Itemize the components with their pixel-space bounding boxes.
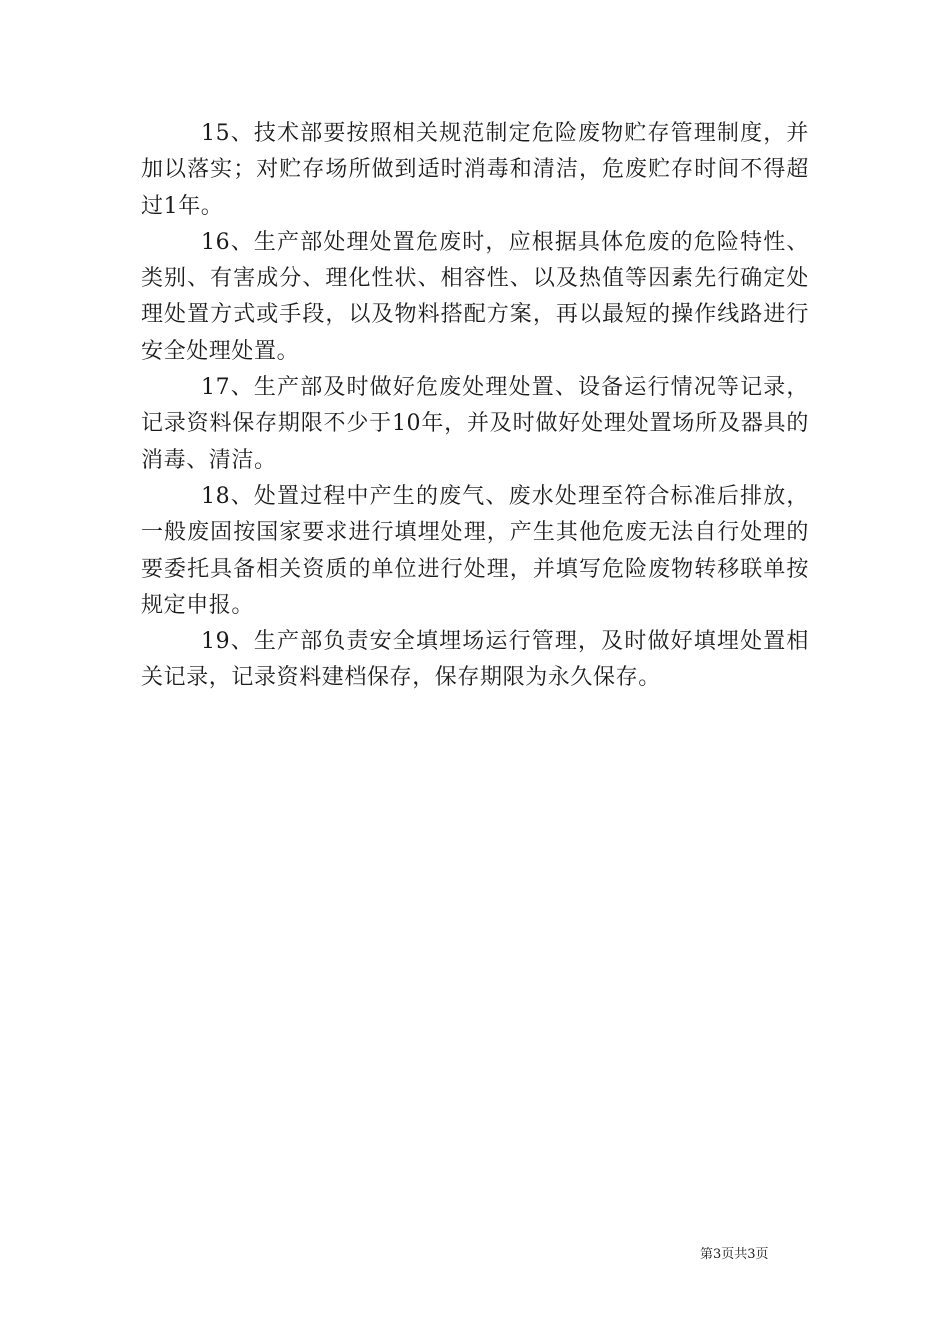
paragraph-18: 18、处置过程中产生的废气、废水处理至符合标准后排放，一般废固按国家要求进行填埋处理，产生其他危废无法自行处理的要委托具备相关资质的单位进行处理，并填写危险废物转移联单按规定申报。 bbox=[141, 483, 809, 618]
document-body bbox=[141, 116, 809, 697]
paragraph-17: 17、生产部及时做好危废处理处置、设备运行情况等记录，记录资料保存期限不少于10年，并及时做好处理处置场所及器具的消毒、清洁。 bbox=[141, 375, 809, 473]
page-number-footer: 第3页共3页 bbox=[700, 1247, 769, 1262]
paragraph-15: 15、技术部要按照相关规范制定危险废物贮存管理制度，并加以落实；对贮存场所做到适时消毒和清洁，危废贮存时间不得超过1年。 bbox=[141, 121, 809, 219]
paragraph-19: 19、生产部负责安全填埋场运行管理，及时做好填埋处置相关记录，记录资料建档保存，保存期限为永久保存。 bbox=[141, 629, 809, 691]
paragraph-16: 16、生产部处理处置危废时，应根据具体危废的危险特性、类别、有害成分、理化性状、相容性、以及热值等因素先行确定处理处置方式或手段，以及物料搭配方案，再以最短的操作线路进行安全处理处置。 bbox=[141, 229, 809, 364]
